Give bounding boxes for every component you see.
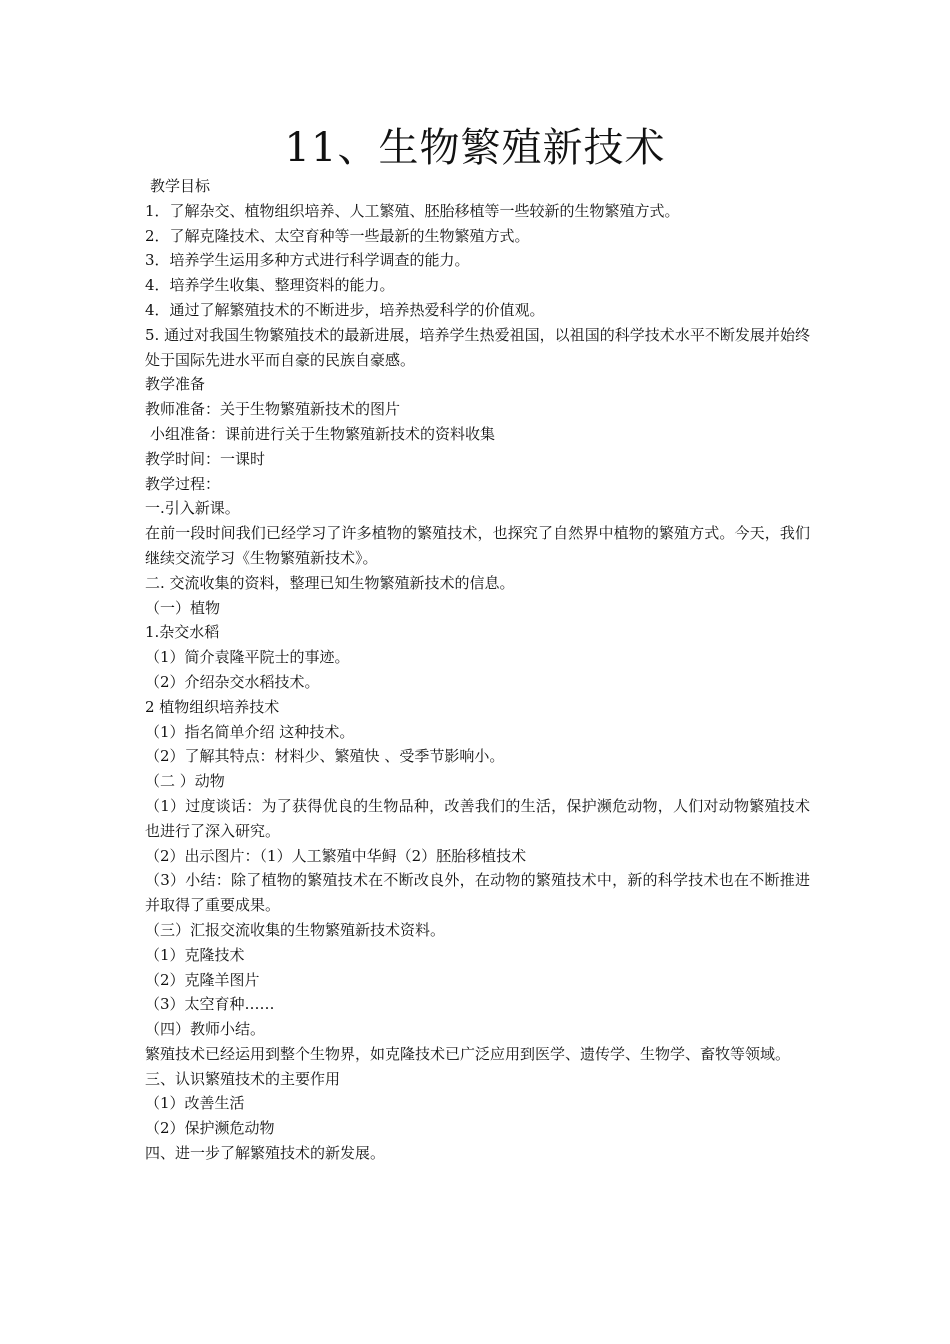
text-line: （2）了解其特点：材料少、繁殖快 、受季节影响小。 <box>145 747 505 766</box>
text-line: 四、进一步了解繁殖技术的新发展。 <box>145 1144 386 1163</box>
text-line: 教师准备：关于生物繁殖新技术的图片 <box>145 400 401 419</box>
objective-item: 5. 通过对我国生物繁殖技术的最新进展，培养学生热爱祖国，以祖国的科学技术水平不断发展并始终处于国际先进水平而自豪的民族自豪感。 <box>145 325 810 369</box>
paragraph: （1）过度谈话：为了获得优良的生物品种，改善我们的生活，保护濒危动物，人们对动物繁殖技术也进行了深入研究。 <box>145 796 810 840</box>
objective-item: 4．通过了解繁殖技术的不断进步，培养热爱科学的价值观。 <box>145 300 545 319</box>
document-body <box>145 174 810 1166</box>
text-line: 小组准备：课前进行关于生物繁殖新技术的资料收集 <box>150 424 496 443</box>
text-line: 教学时间：一课时 <box>145 449 266 468</box>
text-line: （一）植物 <box>145 598 221 617</box>
objective-item: 1．了解杂交、植物组织培养、人工繁殖、胚胎移植等一些较新的生物繁殖方式。 <box>145 201 680 220</box>
text-line: 1.杂交水稻 <box>145 623 220 642</box>
objective-item: 4．培养学生收集、整理资料的能力。 <box>145 276 395 295</box>
text-line: （1）简介袁隆平院士的事迹。 <box>145 648 350 667</box>
page-title: 11、生物繁殖新技术 <box>284 125 666 171</box>
text-line: （二 ）动物 <box>145 772 225 791</box>
text-line: （1）指名简单介绍 这种技术。 <box>145 722 355 741</box>
text-line: 一.引入新课。 <box>145 499 240 518</box>
objective-item: 3．培养学生运用多种方式进行科学调查的能力。 <box>145 251 470 270</box>
text-line: 二. 交流收集的资料，整理已知生物繁殖新技术的信息。 <box>145 573 515 592</box>
paragraph: 在前一段时间我们已经学习了许多植物的繁殖技术，也探究了自然界中植物的繁殖方式。今天，我们继续交流学习《生物繁殖新技术》。 <box>145 524 810 567</box>
text-line: （2）介绍杂交水稻技术。 <box>145 672 320 691</box>
text-line: 三、认识繁殖技术的主要作用 <box>145 1069 341 1088</box>
section-heading-process: 教学过程： <box>145 474 221 493</box>
text-line: 2 植物组织培养技术 <box>145 697 280 716</box>
text-line: （3）太空育种…… <box>145 995 275 1014</box>
text-line: （四）教师小结。 <box>145 1020 266 1039</box>
text-line: （2）克隆羊图片 <box>145 970 260 989</box>
section-heading-preparation: 教学准备 <box>145 375 206 394</box>
paragraph: （3）小结：除了植物的繁殖技术在不断改良外，在动物的繁殖技术中，新的科学技术也在不断推进并取得了重要成果。 <box>145 871 810 915</box>
paragraph: 繁殖技术已经运用到整个生物界，如克隆技术已广泛应用到医学、遗传学、生物学、畜牧等领域。 <box>145 1044 791 1063</box>
section-heading-objectives: 教学目标 <box>150 177 211 195</box>
text-line: （1）克隆技术 <box>145 945 245 964</box>
text-line: （三）汇报交流收集的生物繁殖新技术资料。 <box>145 920 446 939</box>
text-line: （2）出示图片：（1）人工繁殖中华鲟（2）胚胎移植技术 <box>145 846 527 865</box>
text-line: （2）保护濒危动物 <box>145 1119 275 1138</box>
objective-item: 2．了解克隆技术、太空育种等一些最新的生物繁殖方式。 <box>145 226 530 245</box>
text-line: （1）改善生活 <box>145 1094 245 1113</box>
